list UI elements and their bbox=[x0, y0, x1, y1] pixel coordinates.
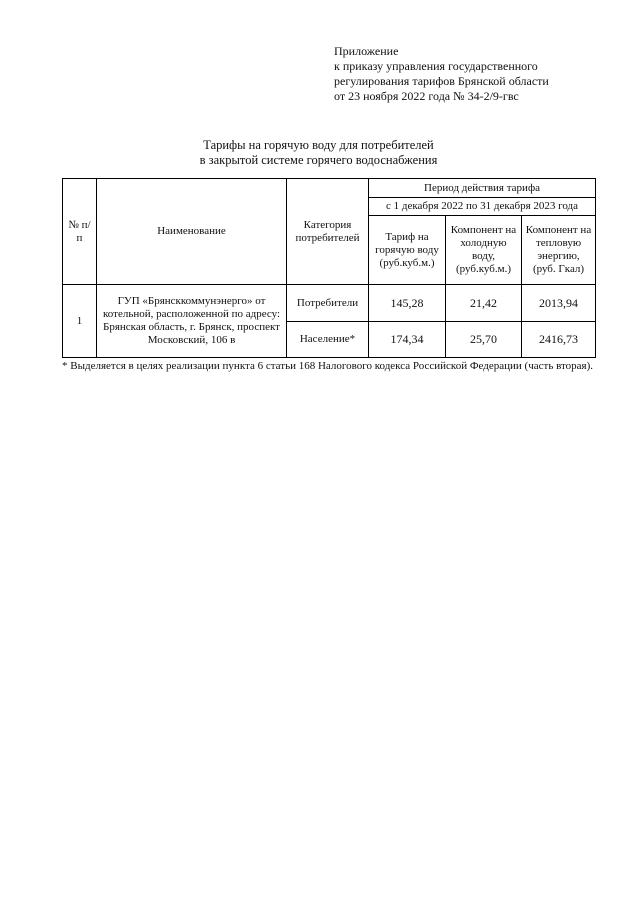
tariff-cell: 145,28 bbox=[369, 285, 446, 322]
document-title bbox=[0, 138, 637, 168]
heat-cell: 2013,94 bbox=[522, 285, 596, 322]
appendix-line: от 23 ноября 2022 года № 34-2/9-гвс bbox=[334, 89, 519, 103]
cold-cell: 25,70 bbox=[446, 322, 522, 358]
appendix-line: к приказу управления государственного bbox=[334, 59, 538, 73]
tariff-cell: 174,34 bbox=[369, 322, 446, 358]
tariff-table bbox=[62, 178, 596, 358]
category-cell: Население* bbox=[287, 322, 369, 358]
header-period: Период действия тарифа bbox=[369, 179, 596, 198]
heat-cell: 2416,73 bbox=[522, 322, 596, 358]
header-tariff: Тариф на горячую воду (руб.куб.м.) bbox=[369, 216, 446, 285]
header-period-range: с 1 декабря 2022 по 31 декабря 2023 года bbox=[369, 198, 596, 216]
header-heat: Компонент на тепловую энергию, (руб. Гкал) bbox=[522, 216, 596, 285]
cold-cell: 21,42 bbox=[446, 285, 522, 322]
footnote: * Выделяется в целях реализации пункта 6 статьи 168 Налогового кодекса Российской Федерации (часть вторая). bbox=[62, 360, 594, 372]
appendix-line: регулирования тарифов Брянской области bbox=[334, 74, 549, 88]
header-row bbox=[63, 179, 596, 198]
row-number: 1 bbox=[63, 285, 97, 358]
table-row bbox=[63, 285, 596, 322]
header-name: Наименование bbox=[97, 179, 287, 285]
appendix-header bbox=[334, 44, 549, 104]
category-cell: Потребители bbox=[287, 285, 369, 322]
title-line: Тарифы на горячую воду для потребителей bbox=[203, 138, 434, 152]
header-num: № п/п bbox=[63, 179, 97, 285]
organization-name: ГУП «Брянсккоммунэнерго» от котельной, расположенной по адресу: Брянская область, г. Брянск, проспект Московский, 106 в bbox=[97, 285, 287, 358]
title-line: в закрытой системе горячего водоснабжения bbox=[199, 153, 438, 167]
header-category: Категория потребителей bbox=[287, 179, 369, 285]
header-cold: Компонент на холодную воду, (руб.куб.м.) bbox=[446, 216, 522, 285]
appendix-line: Приложение bbox=[334, 44, 399, 58]
